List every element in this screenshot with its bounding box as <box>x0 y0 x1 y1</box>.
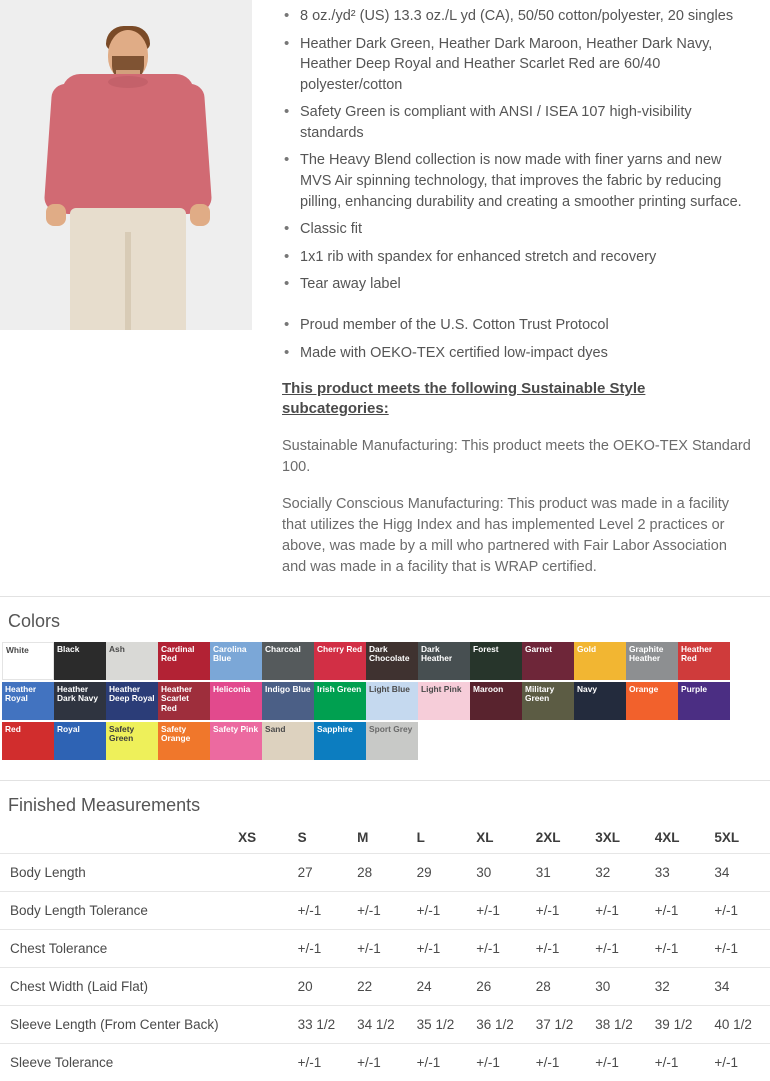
size-header: 2XL <box>535 829 561 845</box>
color-swatch-label: Dark Heather <box>421 643 453 664</box>
measurement-value: +/-1 <box>532 929 592 967</box>
color-swatch[interactable] <box>106 642 158 680</box>
size-header: 5XL <box>714 829 740 845</box>
measurement-label: Chest Width (Laid Flat) <box>0 967 234 1005</box>
color-swatch-label: Heather Deep Royal <box>109 683 155 704</box>
feature-item: • 8 oz./yd² (US) 13.3 oz./L yd (CA), 50/50 cotton/polyester, 20 singles <box>282 6 754 27</box>
color-swatch[interactable] <box>210 682 262 720</box>
measurement-value: +/-1 <box>710 1043 770 1081</box>
color-swatch-label: Light Pink <box>421 683 462 694</box>
color-swatch[interactable] <box>366 682 418 720</box>
color-swatch[interactable] <box>626 642 678 680</box>
color-swatch[interactable] <box>158 722 210 760</box>
measurement-value: +/-1 <box>353 1043 413 1081</box>
feature-item: • Made with OEKO-TEX certified low-impact dyes <box>282 343 754 364</box>
measurements-table <box>0 824 770 1081</box>
color-swatch-label: Indigo Blue <box>265 683 311 694</box>
color-swatch-label: Gold <box>577 643 597 654</box>
measurement-value: +/-1 <box>413 1043 473 1081</box>
color-swatch[interactable] <box>366 642 418 680</box>
color-swatch[interactable] <box>262 642 314 680</box>
measurement-value: 33 <box>651 853 711 891</box>
measurement-label: Body Length Tolerance <box>0 891 234 929</box>
model-collar <box>108 76 148 88</box>
measurement-value: 30 <box>591 967 651 1005</box>
color-swatch[interactable] <box>418 682 470 720</box>
color-swatch-label: Purple <box>681 683 708 694</box>
color-swatch-label: Safety Green <box>109 723 135 744</box>
color-swatch-grid[interactable] <box>0 642 770 762</box>
color-swatch[interactable] <box>262 682 314 720</box>
model-sweatshirt <box>62 74 194 214</box>
table-row <box>0 1043 770 1081</box>
sustainability-paragraph: Sustainable Manufacturing: This product meets the OEKO-TEX Standard 100. <box>282 437 751 475</box>
color-swatch[interactable] <box>314 722 366 760</box>
color-swatch[interactable] <box>2 682 54 720</box>
color-swatch[interactable] <box>626 682 678 720</box>
measurement-value: 31 <box>532 853 592 891</box>
measurement-value <box>234 967 294 1005</box>
measurements-header <box>0 824 770 854</box>
color-swatch-label: Heather Royal <box>5 683 37 704</box>
color-swatch[interactable] <box>54 642 106 680</box>
measurement-value: 20 <box>294 967 354 1005</box>
color-swatch[interactable] <box>470 682 522 720</box>
size-header: 4XL <box>654 829 680 845</box>
feature-list-spacer <box>282 302 754 315</box>
color-swatch-label: Maroon <box>473 683 504 694</box>
color-swatch[interactable] <box>2 722 54 760</box>
colors-title: Colors <box>8 610 61 631</box>
color-swatch-label: Safety Orange <box>161 723 191 744</box>
color-swatch-label: Carolina Blue <box>213 643 247 664</box>
color-swatch[interactable] <box>2 642 54 680</box>
color-swatch-label: Safety Pink <box>213 723 259 734</box>
table-row <box>0 891 770 929</box>
measurement-value: 26 <box>472 967 532 1005</box>
color-swatch[interactable] <box>678 642 730 680</box>
color-swatch-label: Military Green <box>525 683 555 704</box>
table-row <box>0 929 770 967</box>
measurement-value: 28 <box>353 853 413 891</box>
measurement-value: 40 1/2 <box>710 1005 770 1043</box>
color-swatch[interactable] <box>522 642 574 680</box>
measurement-value: 30 <box>472 853 532 891</box>
color-swatch[interactable] <box>678 682 730 720</box>
color-swatch[interactable] <box>314 682 366 720</box>
color-swatch-label: Sport Grey <box>369 723 413 734</box>
color-swatch[interactable] <box>106 722 158 760</box>
measurement-value: 27 <box>294 853 354 891</box>
measurement-value <box>234 1005 294 1043</box>
size-header: XS <box>238 829 257 845</box>
measurement-label: Chest Tolerance <box>0 929 234 967</box>
color-swatch-label: Forest <box>473 643 499 654</box>
measurement-value: 28 <box>532 967 592 1005</box>
size-header: L <box>416 829 425 845</box>
table-row <box>0 967 770 1005</box>
size-header: M <box>357 829 369 845</box>
measurement-value: 35 1/2 <box>413 1005 473 1043</box>
color-swatch-label: Graphite Heather <box>629 643 664 664</box>
measurement-value: 29 <box>413 853 473 891</box>
color-swatch-label: Royal <box>57 723 80 734</box>
color-swatch[interactable] <box>418 642 470 680</box>
measurement-value: 34 1/2 <box>353 1005 413 1043</box>
color-swatch-label: Charcoal <box>265 643 301 654</box>
measurement-label: Body Length <box>0 853 234 891</box>
feature-item: • Proud member of the U.S. Cotton Trust Protocol <box>282 315 754 336</box>
measurement-value: +/-1 <box>413 891 473 929</box>
color-swatch[interactable] <box>574 682 626 720</box>
measurement-value: 39 1/2 <box>651 1005 711 1043</box>
feature-list-secondary <box>282 315 754 363</box>
color-swatch-label: Dark Chocolate <box>369 643 410 664</box>
measurement-value: 34 <box>710 853 770 891</box>
feature-item: • Heather Dark Green, Heather Dark Maroon, Heather Dark Navy, Heather Deep Royal and Heather Scarlet Red are 60/40 polyester/cotton <box>282 34 754 96</box>
feature-item: • The Heavy Blend collection is now made with finer yarns and new MVS Air spinning technology, that improves the fabric by reducing pilling, enhancing durability and creating a smoother printing surface. <box>282 150 754 212</box>
measurement-label: Sleeve Tolerance <box>0 1043 234 1081</box>
measurement-value: 34 <box>710 967 770 1005</box>
model-pants <box>70 208 186 330</box>
measurement-value: +/-1 <box>591 891 651 929</box>
color-swatch-label: Red <box>5 723 21 734</box>
color-swatch[interactable] <box>210 722 262 760</box>
feature-item: • 1x1 rib with spandex for enhanced stretch and recovery <box>282 247 754 268</box>
color-swatch[interactable] <box>522 682 574 720</box>
model-right-hand <box>190 204 210 226</box>
color-swatch-label: Ash <box>109 643 125 654</box>
measurement-value: +/-1 <box>353 891 413 929</box>
table-row <box>0 853 770 891</box>
measurement-value: +/-1 <box>472 1043 532 1081</box>
measurement-value: +/-1 <box>353 929 413 967</box>
feature-list <box>282 6 754 295</box>
measurement-value: +/-1 <box>532 891 592 929</box>
measurement-value: +/-1 <box>710 891 770 929</box>
color-swatch[interactable] <box>54 722 106 760</box>
measurements-body <box>0 853 770 1081</box>
color-swatch-label: Navy <box>577 683 598 694</box>
measurement-value <box>234 929 294 967</box>
color-swatch-label: Orange <box>629 683 659 694</box>
measurement-value: +/-1 <box>472 891 532 929</box>
measurement-value: +/-1 <box>651 929 711 967</box>
color-swatch-label: Heliconia <box>213 683 251 694</box>
size-header: S <box>297 829 307 845</box>
measurement-value: +/-1 <box>591 1043 651 1081</box>
measurement-value: +/-1 <box>651 1043 711 1081</box>
color-swatch-label: Heather Scarlet Red <box>161 683 193 713</box>
color-swatch-label: Cardinal Red <box>161 643 195 664</box>
color-swatch[interactable] <box>314 642 366 680</box>
sustainability-paragraph: Socially Conscious Manufacturing: This product was made in a facility that utilizes the Higg Index and has implemented Level 2 practices or above, was made by a mill who partnered with Fair Labor Association and was made in a facility that is WRAP certified. <box>282 495 730 575</box>
measurement-value: +/-1 <box>413 929 473 967</box>
measurements-title: Finished Measurements <box>8 794 201 815</box>
color-swatch-label: Heather Dark Navy <box>57 683 98 704</box>
measurement-label: Sleeve Length (From Center Back) <box>0 1005 234 1043</box>
product-features <box>252 0 770 578</box>
measurement-label-header <box>0 824 234 854</box>
size-header: XL <box>476 829 494 845</box>
measurement-value <box>234 891 294 929</box>
color-swatch-label: Cherry Red <box>317 643 363 654</box>
color-swatch-label: Sand <box>265 723 286 734</box>
feature-item: • Tear away label <box>282 274 754 295</box>
measurement-value: 38 1/2 <box>591 1005 651 1043</box>
measurement-value: 32 <box>651 967 711 1005</box>
measurement-value: +/-1 <box>651 891 711 929</box>
size-header: 3XL <box>595 829 621 845</box>
measurement-value: 33 1/2 <box>294 1005 354 1043</box>
color-swatch[interactable] <box>210 642 262 680</box>
color-swatch-label: White <box>6 644 29 655</box>
color-swatch-label: Black <box>57 643 80 654</box>
table-header-row <box>0 824 770 854</box>
model-left-hand <box>46 204 66 226</box>
color-swatch-label: Heather Red <box>681 643 713 664</box>
measurement-value <box>234 853 294 891</box>
measurement-value: 37 1/2 <box>532 1005 592 1043</box>
sustainability-heading: This product meets the following Sustainable Style subcategories: <box>282 380 646 418</box>
measurement-value: +/-1 <box>532 1043 592 1081</box>
feature-item: • Safety Green is compliant with ANSI / ISEA 107 high-visibility standards <box>282 102 754 143</box>
color-swatch[interactable] <box>470 642 522 680</box>
measurement-value: +/-1 <box>472 929 532 967</box>
measurement-value: +/-1 <box>294 891 354 929</box>
measurement-value: +/-1 <box>710 929 770 967</box>
color-swatch[interactable] <box>106 682 158 720</box>
product-image[interactable] <box>0 0 252 330</box>
measurement-value: 24 <box>413 967 473 1005</box>
color-swatch[interactable] <box>158 682 210 720</box>
measurement-value: 36 1/2 <box>472 1005 532 1043</box>
color-swatch-label: Irish Green <box>317 683 362 694</box>
color-swatch[interactable] <box>366 722 418 760</box>
color-swatch[interactable] <box>574 642 626 680</box>
color-swatch[interactable] <box>54 682 106 720</box>
table-row <box>0 1005 770 1043</box>
measurement-value: 22 <box>353 967 413 1005</box>
color-swatch-label: Sapphire <box>317 723 353 734</box>
color-swatch-label: Garnet <box>525 643 552 654</box>
measurement-value: +/-1 <box>294 1043 354 1081</box>
color-swatch[interactable] <box>158 642 210 680</box>
measurement-value: +/-1 <box>294 929 354 967</box>
measurement-value: +/-1 <box>591 929 651 967</box>
measurement-value: 32 <box>591 853 651 891</box>
measurement-value <box>234 1043 294 1081</box>
color-swatch[interactable] <box>262 722 314 760</box>
color-swatch-label: Light Blue <box>369 683 410 694</box>
feature-item: • Classic fit <box>282 219 754 240</box>
